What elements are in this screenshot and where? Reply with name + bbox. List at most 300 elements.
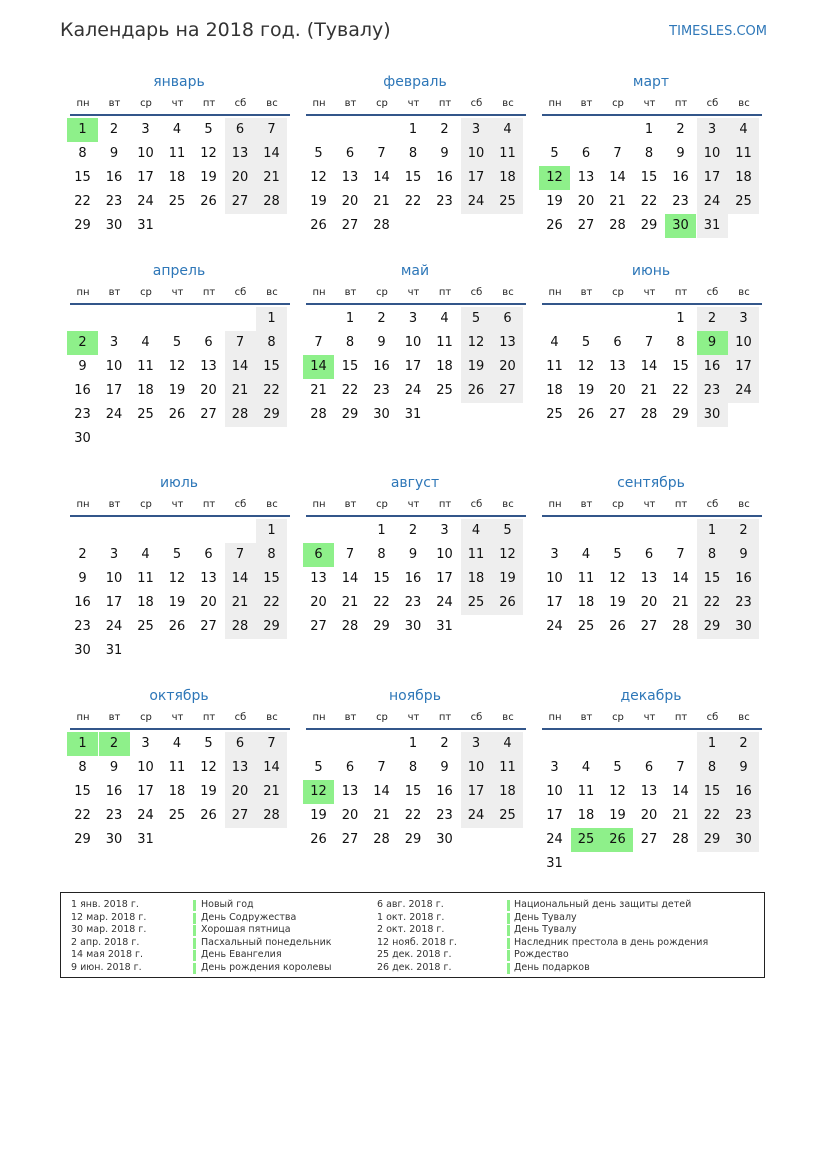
day-cell: 7 [345, 547, 355, 562]
legend-holiday-name: Хорошая пятница [201, 924, 291, 935]
legend-date: 6 авг. 2018 г. [377, 899, 444, 910]
day-cell: 27 [640, 619, 658, 634]
weekday-header: сб [234, 98, 247, 109]
weekday-header: пт [674, 287, 688, 298]
day-cell: 17 [546, 595, 563, 610]
day-cell: 3 [408, 311, 418, 326]
month-name: октябрь [149, 688, 209, 704]
day-cell: 26 [310, 218, 327, 233]
day-cell: 5 [204, 122, 213, 137]
day-cell: 28 [341, 619, 359, 634]
legend-holiday-name: Новый год [201, 899, 254, 910]
header-rule [70, 303, 290, 305]
day-cell: 31 [697, 214, 728, 238]
day-cell: 5 [613, 547, 622, 562]
day-cell: 15 [74, 170, 91, 185]
weekday-header: пн [312, 98, 326, 109]
day-cell: 7 [676, 760, 685, 775]
day-cell: 22 [640, 194, 658, 209]
day-cell: 10 [546, 571, 563, 586]
weekday-header: пн [548, 712, 562, 723]
day-cell: 22 [341, 383, 359, 398]
weekday-header: ср [140, 499, 152, 510]
day-cell: 14 [373, 784, 390, 799]
day-cell: 12 [200, 760, 217, 775]
day-cell: 29 [373, 619, 390, 634]
weekday-header: сб [470, 98, 483, 109]
page-title: Календарь на 2018 год. (Тувалу) [60, 19, 391, 41]
weekday-header: сб [470, 287, 483, 298]
day-cell: 18 [492, 780, 523, 804]
day-cell: 13 [609, 359, 626, 374]
day-cell: 12 [168, 359, 186, 374]
day-cell: 23 [728, 804, 759, 828]
day-cell: 16 [728, 780, 759, 804]
weekday-header: ср [376, 712, 388, 723]
header-rule [542, 515, 762, 517]
weekday-header: чт [643, 499, 656, 510]
weekday-header: вт [344, 287, 357, 298]
day-cell: 23 [436, 808, 453, 823]
month-name: сентябрь [617, 475, 685, 491]
legend-marker [507, 913, 510, 924]
day-cell: 10 [436, 547, 453, 562]
day-cell: 24 [697, 190, 728, 214]
day-cell: 17 [404, 359, 422, 374]
day-cell: 12 [609, 784, 626, 799]
header-rule [70, 114, 290, 116]
day-cell: 28 [672, 832, 689, 847]
day-cell: 13 [640, 784, 658, 799]
legend-marker [507, 938, 510, 949]
day-cell: 7 [225, 331, 256, 355]
day-cell: 25 [461, 591, 492, 615]
day-cell: 25 [436, 383, 453, 398]
day-cell: 27 [341, 218, 359, 233]
day-cell: 25 [137, 619, 154, 634]
day-cell: 4 [581, 547, 591, 562]
day-cell: 22 [404, 194, 422, 209]
weekday-header: пт [438, 287, 452, 298]
day-cell: 4 [728, 118, 759, 142]
day-cell: 22 [672, 383, 689, 398]
day-cell: 2 [440, 122, 449, 137]
day-cell: 8 [697, 543, 728, 567]
day-cell: 3 [550, 547, 559, 562]
day-cell: 11 [137, 359, 154, 374]
day-cell: 7 [256, 732, 287, 756]
weekday-header: пт [674, 98, 688, 109]
legend-marker [193, 938, 196, 949]
holiday-day-cell: 2 [99, 732, 130, 756]
weekday-header: пт [438, 499, 452, 510]
legend-date: 25 дек. 2018 г. [377, 949, 452, 960]
day-cell: 23 [728, 591, 759, 615]
day-cell: 20 [225, 166, 256, 190]
day-cell: 30 [404, 619, 422, 634]
day-cell: 21 [640, 383, 658, 398]
day-cell: 6 [345, 760, 355, 775]
day-cell: 27 [225, 190, 256, 214]
day-cell: 28 [310, 407, 327, 422]
day-cell: 15 [697, 780, 728, 804]
weekday-header: чт [407, 712, 420, 723]
day-cell: 29 [640, 218, 658, 233]
legend-date: 2 окт. 2018 г. [377, 924, 445, 935]
holiday-day-cell: 30 [665, 214, 696, 238]
day-cell: 3 [141, 736, 150, 751]
weekday-header: ср [376, 499, 388, 510]
day-cell: 19 [609, 808, 626, 823]
day-cell: 7 [256, 118, 287, 142]
day-cell: 9 [109, 146, 119, 161]
weekday-header: ср [140, 712, 152, 723]
day-cell: 12 [168, 571, 186, 586]
day-cell: 11 [436, 335, 453, 350]
day-cell: 26 [609, 619, 626, 634]
day-cell: 26 [310, 832, 327, 847]
day-cell: 4 [492, 118, 523, 142]
holiday-day-cell: 1 [67, 118, 98, 142]
day-cell: 2 [676, 122, 685, 137]
legend-marker [507, 925, 510, 936]
day-cell: 18 [461, 567, 492, 591]
day-cell: 22 [404, 808, 422, 823]
day-cell: 19 [492, 567, 523, 591]
weekday-header: чт [643, 287, 656, 298]
day-cell: 5 [613, 760, 622, 775]
weekday-header: вт [108, 98, 121, 109]
site-link[interactable]: TIMESLES.COM [669, 24, 767, 39]
day-cell: 10 [105, 571, 123, 586]
day-cell: 1 [697, 519, 728, 543]
day-cell: 17 [105, 383, 123, 398]
day-cell: 19 [168, 595, 186, 610]
day-cell: 8 [408, 146, 418, 161]
header-rule [306, 303, 526, 305]
weekday-header: чт [171, 98, 184, 109]
weekday-header: ср [612, 712, 624, 723]
day-cell: 30 [728, 615, 759, 639]
day-cell: 16 [404, 571, 422, 586]
day-cell: 25 [137, 407, 154, 422]
weekday-header: вт [344, 98, 357, 109]
day-cell: 29 [256, 403, 287, 427]
day-cell: 17 [137, 170, 154, 185]
month-name: февраль [383, 74, 447, 90]
weekday-header: чт [171, 712, 184, 723]
day-cell: 26 [461, 379, 492, 403]
day-cell: 21 [373, 808, 390, 823]
header-rule [70, 728, 290, 730]
day-cell: 28 [256, 804, 287, 828]
day-cell: 5 [172, 335, 182, 350]
weekday-header: пн [312, 287, 326, 298]
day-cell: 29 [341, 407, 359, 422]
day-cell: 15 [74, 784, 91, 799]
day-cell: 4 [141, 547, 150, 562]
day-cell: 13 [200, 571, 217, 586]
day-cell: 15 [640, 170, 658, 185]
day-cell: 27 [492, 379, 523, 403]
day-cell: 23 [74, 407, 91, 422]
weekday-header: вс [738, 712, 750, 723]
day-cell: 20 [310, 595, 327, 610]
day-cell: 11 [168, 146, 186, 161]
weekday-header: ср [612, 287, 624, 298]
day-cell: 23 [74, 619, 91, 634]
day-cell: 3 [109, 547, 119, 562]
day-cell: 13 [310, 571, 327, 586]
day-cell: 1 [408, 736, 418, 751]
day-cell: 7 [377, 760, 386, 775]
day-cell: 9 [728, 543, 759, 567]
day-cell: 1 [676, 311, 685, 326]
day-cell: 18 [728, 166, 759, 190]
day-cell: 3 [461, 732, 492, 756]
day-cell: 27 [200, 407, 217, 422]
weekday-header: вс [502, 712, 514, 723]
day-cell: 5 [461, 307, 492, 331]
day-cell: 28 [225, 403, 256, 427]
day-cell: 6 [225, 732, 256, 756]
day-cell: 16 [697, 355, 728, 379]
day-cell: 2 [728, 519, 759, 543]
day-cell: 26 [200, 194, 217, 209]
holiday-day-cell: 6 [303, 543, 334, 567]
legend-date: 12 нояб. 2018 г. [377, 936, 457, 948]
day-cell: 14 [341, 571, 359, 586]
legend-holiday-name: День Евангелия [201, 949, 282, 960]
day-cell: 13 [492, 331, 523, 355]
day-cell: 19 [200, 170, 217, 185]
day-cell: 10 [728, 331, 759, 355]
day-cell: 21 [225, 379, 256, 403]
weekday-header: пт [202, 499, 216, 510]
weekday-header: вс [502, 287, 514, 298]
day-cell: 31 [436, 619, 453, 634]
day-cell: 17 [697, 166, 728, 190]
day-cell: 18 [168, 784, 186, 799]
day-cell: 20 [640, 808, 658, 823]
day-cell: 18 [577, 595, 595, 610]
day-cell: 8 [256, 543, 287, 567]
day-cell: 3 [109, 335, 119, 350]
day-cell: 4 [172, 736, 182, 751]
day-cell: 27 [225, 804, 256, 828]
day-cell: 15 [373, 571, 390, 586]
day-cell: 9 [377, 335, 386, 350]
day-cell: 28 [225, 615, 256, 639]
day-cell: 31 [137, 832, 154, 847]
day-cell: 10 [546, 784, 563, 799]
day-cell: 15 [256, 567, 287, 591]
day-cell: 8 [697, 756, 728, 780]
weekday-header: вт [108, 499, 121, 510]
weekday-header: ср [140, 287, 152, 298]
day-cell: 4 [461, 519, 492, 543]
day-cell: 15 [697, 567, 728, 591]
weekday-header: пн [548, 499, 562, 510]
weekday-header: пт [202, 712, 216, 723]
day-cell: 6 [644, 760, 654, 775]
day-cell: 29 [74, 218, 91, 233]
day-cell: 10 [404, 335, 422, 350]
day-cell: 14 [640, 359, 658, 374]
day-cell: 3 [728, 307, 759, 331]
day-cell: 14 [256, 756, 287, 780]
day-cell: 18 [137, 383, 154, 398]
day-cell: 26 [546, 218, 563, 233]
weekday-header: пн [76, 712, 90, 723]
weekday-header: пт [438, 98, 452, 109]
day-cell: 22 [256, 379, 287, 403]
day-cell: 12 [492, 543, 523, 567]
day-cell: 14 [672, 571, 689, 586]
day-cell: 5 [492, 519, 523, 543]
day-cell: 15 [404, 170, 422, 185]
legend-holiday-name: День Содружества [201, 911, 297, 923]
day-cell: 7 [225, 543, 256, 567]
weekday-header: ср [376, 98, 388, 109]
day-cell: 4 [550, 335, 559, 350]
legend-date: 1 янв. 2018 г. [71, 899, 139, 910]
day-cell: 8 [408, 760, 418, 775]
day-cell: 11 [546, 359, 563, 374]
header-rule [306, 515, 526, 517]
day-cell: 26 [492, 591, 523, 615]
weekday-header: пн [548, 287, 562, 298]
weekday-header: пт [202, 98, 216, 109]
day-cell: 27 [577, 218, 595, 233]
weekday-header: вс [502, 98, 514, 109]
weekday-header: вс [502, 499, 514, 510]
day-cell: 24 [105, 407, 123, 422]
day-cell: 20 [341, 808, 359, 823]
weekday-header: сб [470, 712, 483, 723]
weekday-header: пт [674, 499, 688, 510]
day-cell: 13 [341, 784, 359, 799]
weekday-header: ср [140, 98, 152, 109]
legend-holiday-name: Рождество [514, 949, 569, 960]
day-cell: 8 [345, 335, 355, 350]
weekday-header: вт [108, 712, 121, 723]
day-cell: 7 [613, 146, 622, 161]
month-name: март [632, 74, 670, 90]
legend-date: 14 мая 2018 г. [71, 949, 144, 960]
day-cell: 13 [640, 571, 658, 586]
day-cell: 25 [728, 190, 759, 214]
day-cell: 28 [373, 218, 390, 233]
holiday-legend [60, 892, 765, 978]
day-cell: 5 [550, 146, 559, 161]
day-cell: 24 [137, 194, 154, 209]
day-cell: 12 [310, 170, 327, 185]
day-cell: 26 [200, 808, 217, 823]
legend-holiday-name: День подарков [514, 961, 590, 973]
day-cell: 4 [581, 760, 591, 775]
day-cell: 4 [172, 122, 182, 137]
day-cell: 23 [373, 383, 390, 398]
day-cell: 18 [168, 170, 186, 185]
day-cell: 19 [310, 194, 327, 209]
legend-date: 2 апр. 2018 г. [71, 936, 140, 948]
weekday-header: пн [76, 287, 90, 298]
legend-marker [507, 900, 510, 911]
day-cell: 13 [200, 359, 217, 374]
day-cell: 2 [377, 311, 386, 326]
day-cell: 18 [436, 359, 453, 374]
day-cell: 19 [461, 355, 492, 379]
day-cell: 23 [105, 194, 123, 209]
day-cell: 25 [492, 190, 523, 214]
legend-marker [507, 950, 510, 961]
weekday-header: ср [612, 499, 624, 510]
day-cell: 7 [676, 547, 685, 562]
day-cell: 23 [697, 379, 728, 403]
day-cell: 9 [676, 146, 685, 161]
weekday-header: ср [612, 98, 624, 109]
weekday-header: вс [738, 287, 750, 298]
day-cell: 16 [436, 170, 453, 185]
day-cell: 27 [640, 832, 658, 847]
day-cell: 15 [256, 355, 287, 379]
weekday-header: сб [706, 287, 719, 298]
day-cell: 10 [461, 756, 492, 780]
weekday-header: чт [171, 499, 184, 510]
weekday-header: вс [738, 499, 750, 510]
weekday-header: вс [266, 499, 278, 510]
day-cell: 15 [341, 359, 359, 374]
day-cell: 21 [672, 595, 689, 610]
legend-holiday-name: День Тувалу [514, 911, 577, 923]
day-cell: 1 [256, 307, 287, 331]
day-cell: 27 [341, 832, 359, 847]
day-cell: 6 [225, 118, 256, 142]
day-cell: 27 [200, 619, 217, 634]
day-cell: 21 [373, 194, 390, 209]
day-cell: 26 [168, 407, 186, 422]
day-cell: 21 [341, 595, 359, 610]
holiday-day-cell: 12 [303, 780, 334, 804]
legend-date: 30 мар. 2018 г. [71, 924, 147, 935]
day-cell: 16 [74, 595, 91, 610]
day-cell: 14 [373, 170, 390, 185]
weekday-header: вт [108, 287, 121, 298]
day-cell: 25 [168, 194, 186, 209]
legend-holiday-name: День Тувалу [514, 924, 577, 935]
day-cell: 24 [546, 832, 563, 847]
day-cell: 5 [314, 146, 323, 161]
day-cell: 30 [105, 832, 123, 847]
day-cell: 13 [341, 170, 359, 185]
weekday-header: вс [266, 712, 278, 723]
weekday-header: сб [706, 98, 719, 109]
day-cell: 1 [644, 122, 654, 137]
legend-holiday-name: Пасхальный понедельник [201, 936, 332, 948]
day-cell: 28 [609, 218, 626, 233]
day-cell: 7 [314, 335, 323, 350]
day-cell: 31 [105, 643, 123, 658]
day-cell: 30 [74, 643, 91, 658]
day-cell: 7 [644, 335, 654, 350]
day-cell: 11 [492, 142, 523, 166]
day-cell: 23 [105, 808, 123, 823]
legend-date: 1 окт. 2018 г. [377, 911, 445, 923]
weekday-header: вт [580, 287, 593, 298]
weekday-header: пт [438, 712, 452, 723]
legend-holiday-name: День рождения королевы [201, 961, 332, 973]
